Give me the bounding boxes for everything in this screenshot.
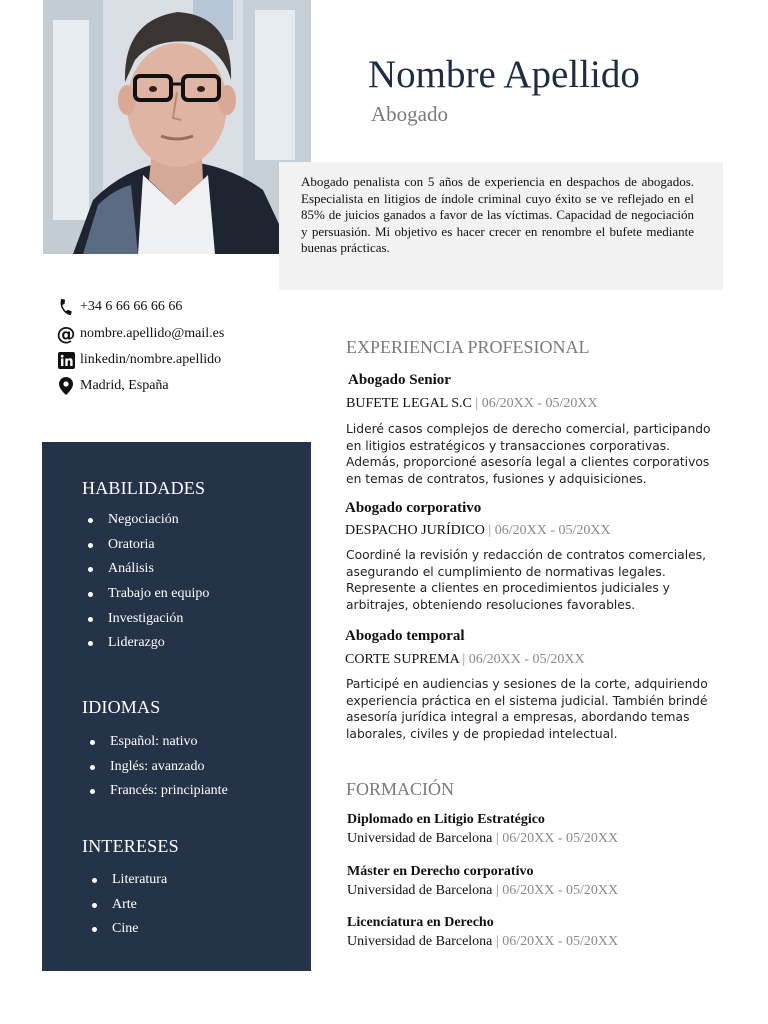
list-item: Trabajo en equipo	[86, 586, 209, 611]
full-name: Nombre Apellido	[368, 53, 640, 96]
list-item: Liderazgo	[86, 635, 209, 660]
education-school-line	[347, 883, 618, 899]
job-dates: 06/20XX - 05/20XX	[468, 652, 585, 667]
separator: |	[475, 396, 479, 411]
education-dates: 06/20XX - 05/20XX	[502, 831, 619, 846]
experience-title: EXPERIENCIA PROFESIONAL	[346, 337, 590, 357]
job-title: Abogado Senior	[348, 372, 451, 388]
job-company-line	[345, 652, 585, 668]
education-degree: Diplomado en Litigio Estratégico	[347, 812, 545, 827]
map-pin-icon	[56, 376, 76, 396]
education-school-line	[347, 831, 618, 847]
list-item: Análisis	[86, 561, 209, 586]
job-dates: 06/20XX - 05/20XX	[494, 523, 611, 538]
location-text: Madrid, España	[80, 378, 169, 393]
job-company-line	[345, 523, 611, 539]
company-name: CORTE SUPREMA	[345, 652, 459, 667]
list-item: Literatura	[90, 872, 167, 897]
phone-icon	[56, 297, 76, 317]
job-title: Abogado temporal	[345, 628, 465, 644]
job-dates: 06/20XX - 05/20XX	[481, 396, 598, 411]
list-item: Arte	[90, 897, 167, 922]
list-item: Cine	[90, 921, 167, 946]
job-description: Coordiné la revisión y redacción de contratos comerciales, asegurando el cumplimiento de normativas legales. Represente a clientes en procedimientos judiciales y arbitrajes, obteniendo resoluciones favorables.	[346, 548, 707, 612]
separator: |	[495, 831, 499, 846]
education-degree: Máster en Derecho corporativo	[347, 864, 534, 879]
interests-title: INTERESES	[82, 836, 179, 856]
separator: |	[495, 934, 499, 949]
job-description: Participé en audiencias y sesiones de la corte, adquiriendo experiencia práctica en el sistema judicial. También brindé asesoría jurídica integral a empresas, abordando temas laborales, civiles y de propiedad intelectual.	[346, 677, 708, 741]
sidebar	[42, 442, 311, 971]
skills-title: HABILIDADES	[82, 478, 206, 498]
list-item: Francés: principiante	[88, 783, 228, 808]
job-description: Lideré casos complejos de derecho comercial, participando en litigios estratégicos y transacciones corporativas. Además, proporcioné asesoría legal a clientes corporativos en temas de contratos, fusiones y adquisiciones.	[346, 422, 711, 486]
contact-phone	[56, 296, 182, 318]
education-title: FORMACIÓN	[346, 779, 455, 799]
interests-list	[90, 872, 167, 946]
education-school-line	[347, 934, 618, 950]
list-item: Inglés: avanzado	[88, 759, 228, 784]
skills-list	[86, 512, 209, 660]
school-name: Universidad de Barcelona	[347, 883, 493, 898]
email-address: nombre.apellido@mail.es	[80, 326, 225, 341]
profile-photo	[43, 0, 311, 254]
phone-number: +34 6 66 66 66 66	[80, 299, 183, 314]
school-name: Universidad de Barcelona	[347, 934, 493, 949]
list-item: Oratoria	[86, 537, 209, 562]
company-name: BUFETE LEGAL S.C	[346, 396, 472, 411]
list-item: Negociación	[86, 512, 209, 537]
job-title: Abogado corporativo	[345, 500, 482, 516]
school-name: Universidad de Barcelona	[347, 831, 493, 846]
contact-email	[56, 323, 224, 345]
linkedin-handle: linkedin/nombre.apellido	[80, 352, 222, 367]
job-company-line	[346, 396, 598, 412]
education-dates: 06/20XX - 05/20XX	[502, 934, 619, 949]
list-item: Español: nativo	[88, 734, 228, 759]
portrait-illustration	[43, 0, 311, 254]
separator: |	[462, 652, 466, 667]
separator: |	[488, 523, 492, 538]
summary-text: Abogado penalista con 5 años de experiencia en despachos de abogados. Especialista en litigios de índole criminal cuyo éxito se ve reflejado en el 85% de juicios ganados a favor de las víctimas. Capacidad de negociación y persuasión. Mi objetivo es hacer crecer en renombre el bufete mediante buenas prácticas.	[301, 174, 694, 256]
job-role: Abogado	[371, 102, 448, 126]
at-icon: @	[56, 323, 76, 345]
contact-linkedin	[56, 349, 221, 371]
education-degree: Licenciatura en Derecho	[347, 915, 494, 930]
education-dates: 06/20XX - 05/20XX	[502, 883, 619, 898]
company-name: DESPACHO JURÍDICO	[345, 523, 485, 538]
linkedin-icon	[56, 350, 76, 370]
contact-location	[56, 375, 169, 397]
languages-list	[88, 734, 228, 808]
summary-box	[279, 162, 723, 290]
separator: |	[495, 883, 499, 898]
languages-title: IDIOMAS	[82, 697, 161, 717]
list-item: Investigación	[86, 611, 209, 636]
